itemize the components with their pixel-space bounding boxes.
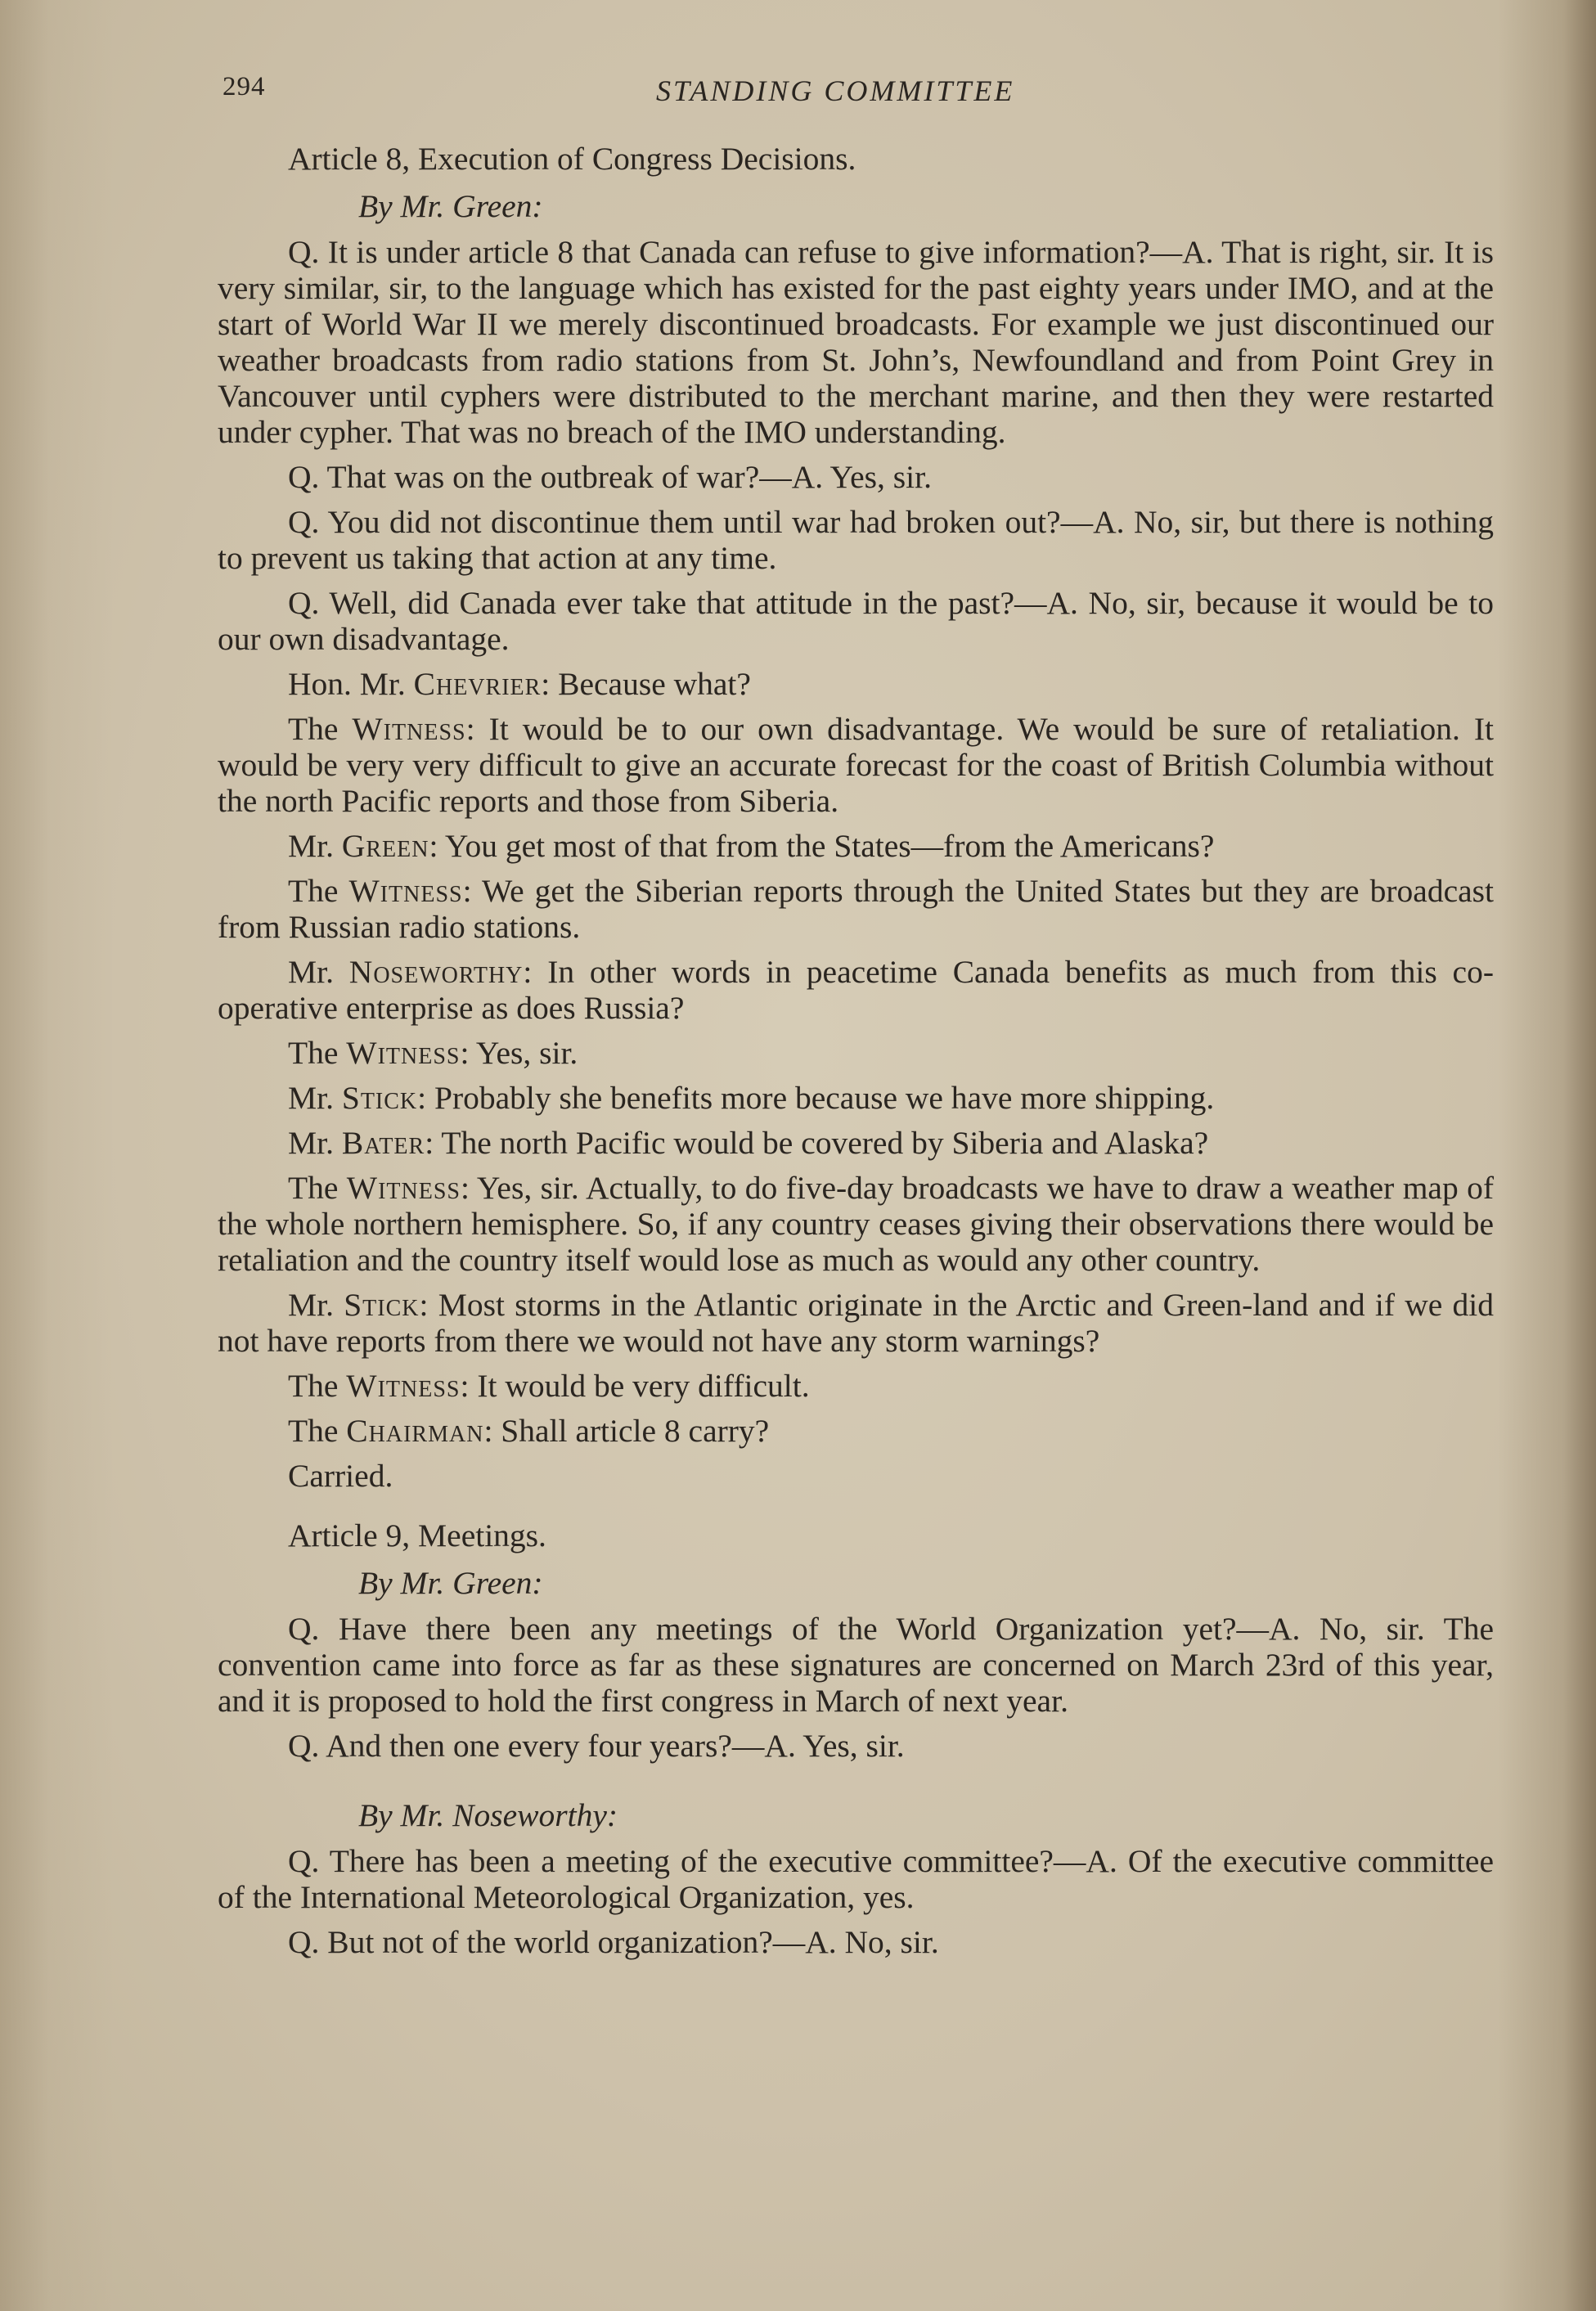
speaker-prefix: The xyxy=(288,873,349,909)
speaker-paragraph xyxy=(218,666,1494,702)
speaker-prefix: The xyxy=(288,1035,347,1071)
speaker-text: : Yes, sir. Actually, to do five-day broadcasts we have to draw a weather map of the whole northern hemisphere. So, if any country ceases giving their observations there would be retaliation and the country itself would lose as much as would any other country. xyxy=(218,1170,1494,1278)
speaker-text: : The north Pacific would be covered by Siberia and Alaska? xyxy=(425,1125,1209,1161)
question-answer-paragraph: Q. Have there been any meetings of the World Organization yet?—A. No, sir. The convention came into force as far as these signatures are concerned on March 23rd of this year, and it is proposed to hold the first congress in March of next year. xyxy=(218,1611,1494,1719)
speaker-prefix: The xyxy=(288,1368,347,1404)
speaker-prefix: The xyxy=(288,1170,347,1206)
speaker-name: Stick xyxy=(344,1287,420,1323)
question-answer-paragraph: Q. But not of the world organization?—A. No, sir. xyxy=(288,1924,939,1960)
page-body xyxy=(218,141,1494,1969)
speaker-text: : It would be to our own disadvantage. We would be sure of retaliation. It would be very very difficult to give an accurate forecast for the coast of British Columbia without the north Pacific reports and those from Siberia. xyxy=(218,711,1494,819)
speaker-paragraph xyxy=(218,1287,1494,1359)
speaker-prefix: Hon. Mr. xyxy=(288,666,414,702)
page-header xyxy=(0,72,1596,121)
speaker-name: Witness xyxy=(348,873,463,909)
speaker-paragraph xyxy=(218,1170,1494,1278)
article-8-heading: Article 8, Execution of Congress Decisions. xyxy=(288,141,856,177)
speaker-prefix: Mr. xyxy=(288,1287,344,1323)
question-answer-paragraph: Q. That was on the outbreak of war?—A. Yes, sir. xyxy=(288,459,932,495)
speaker-name: Stick xyxy=(341,1080,418,1116)
speaker-name: Chairman xyxy=(346,1413,484,1449)
speaker-prefix: The xyxy=(288,711,353,747)
question-answer-paragraph: Q. It is under article 8 that Canada can refuse to give information?—A. That is right, sir. It is very similar, sir, to the language which has existed for the past eighty years under IMO, and at the start of World War II we merely discontinued broadcasts. For example we just discontinued our weather broadcasts from radio stations from St. John’s, Newfoundland and from Point Grey in Vancouver until cyphers were distributed to the merchant marine, and then they were restarted under cypher. That was no breach of the IMO understanding. xyxy=(218,234,1494,450)
speaker-prefix: Mr. xyxy=(288,1125,342,1161)
speaker-text: : Because what? xyxy=(541,666,751,702)
speaker-paragraph xyxy=(218,1035,1494,1071)
speaker-paragraph xyxy=(218,1080,1494,1116)
speaker-name: Green xyxy=(341,828,429,864)
speaker-name: Bater xyxy=(341,1125,425,1161)
speaker-prefix: Mr. xyxy=(288,954,349,990)
speaker-prefix: Mr. xyxy=(288,828,342,864)
article-9-heading: Article 9, Meetings. xyxy=(288,1517,546,1553)
page-number: 294 xyxy=(223,72,266,101)
speaker-text: : You get most of that from the States—from the Americans? xyxy=(429,828,1215,864)
speaker-text: : It would be very difficult. xyxy=(460,1368,810,1404)
question-answer-paragraph: Q. There has been a meeting of the executive committee?—A. Of the executive committee of the International Meteorological Organization, yes. xyxy=(218,1843,1494,1915)
speaker-text: : Shall article 8 carry? xyxy=(483,1413,770,1449)
running-head: STANDING COMMITTEE xyxy=(656,74,1015,107)
speaker-name: Chevrier xyxy=(413,666,542,702)
section-spacer xyxy=(218,1503,1494,1517)
speaker-paragraph xyxy=(218,1125,1494,1161)
question-answer-paragraph: Q. You did not discontinue them until war had broken out?—A. No, sir, but there is nothing to prevent us taking that action at any time. xyxy=(218,504,1494,576)
speaker-name: Witness xyxy=(346,1368,461,1404)
speaker-name: Witness xyxy=(352,711,466,747)
speaker-paragraph xyxy=(218,1413,1494,1449)
question-answer-paragraph: Q. And then one every four years?—A. Yes, sir. xyxy=(288,1728,905,1764)
carried-line: Carried. xyxy=(288,1458,393,1494)
speaker-prefix: The xyxy=(288,1413,347,1449)
section-spacer xyxy=(218,1773,1494,1797)
examiner-heading-green: By Mr. Green: xyxy=(358,1565,543,1601)
speaker-paragraph xyxy=(218,711,1494,819)
speaker-name: Witness xyxy=(346,1170,461,1206)
speaker-prefix: Mr. xyxy=(288,1080,342,1116)
examiner-heading-noseworthy: By Mr. Noseworthy: xyxy=(358,1797,618,1833)
speaker-paragraph xyxy=(218,1368,1494,1404)
speaker-paragraph xyxy=(218,873,1494,945)
speaker-text: : In other words in peacetime Canada benefits as much from this co-operative enterprise as does Russia? xyxy=(218,954,1494,1026)
question-answer-paragraph: Q. Well, did Canada ever take that attitude in the past?—A. No, sir, because it would be to our own disadvantage. xyxy=(218,585,1494,657)
speaker-paragraph xyxy=(218,954,1494,1026)
speaker-name: Noseworthy xyxy=(348,954,524,990)
speaker-paragraph xyxy=(218,828,1494,864)
speaker-text: : We get the Siberian reports through the United States but they are broadcast from Russian radio stations. xyxy=(218,873,1494,945)
speaker-text: : Probably she benefits more because we have more shipping. xyxy=(417,1080,1215,1116)
examiner-heading-green: By Mr. Green: xyxy=(358,188,543,224)
speaker-name: Witness xyxy=(346,1035,461,1071)
speaker-text: : Yes, sir. xyxy=(460,1035,578,1071)
speaker-text: : Most storms in the Atlantic originate in the Arctic and Green-land and if we did not have reports from there we would not have any storm warnings? xyxy=(218,1287,1494,1359)
